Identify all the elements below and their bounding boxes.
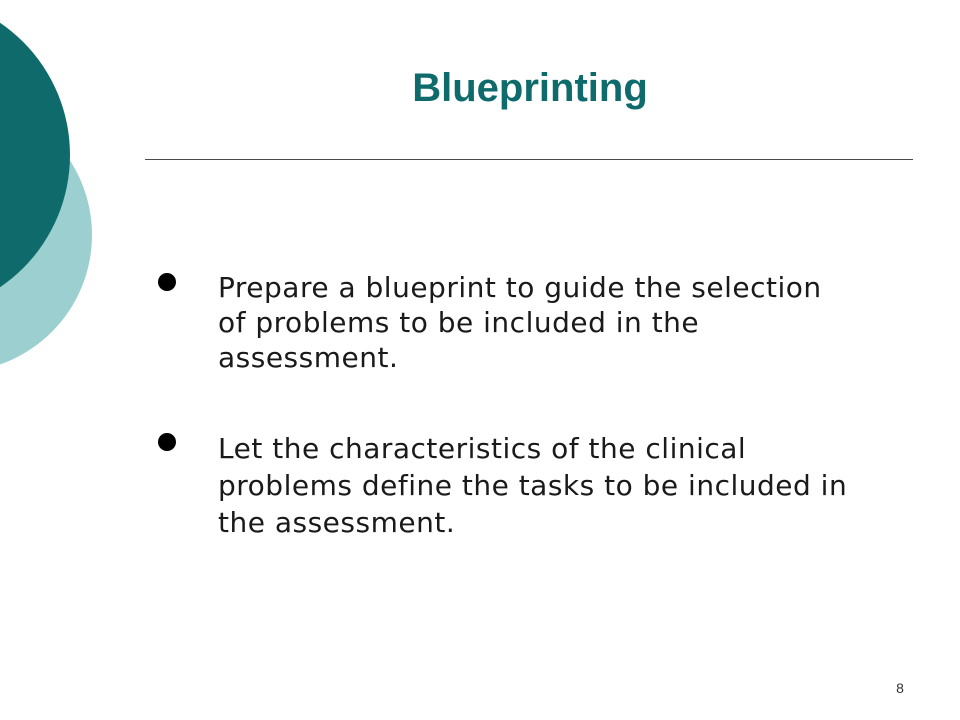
slide-title: Blueprinting bbox=[412, 66, 648, 110]
bullet-icon bbox=[158, 273, 176, 291]
bullet-text: Prepare a blueprint to guide the selection of problems to be included in the assessment. bbox=[218, 271, 822, 374]
bullet-icon bbox=[158, 433, 176, 451]
bullet-text: Let the characteristics of the clinical problems define the tasks to be included in the assessment. bbox=[218, 432, 848, 539]
page-number: 8 bbox=[896, 680, 904, 696]
